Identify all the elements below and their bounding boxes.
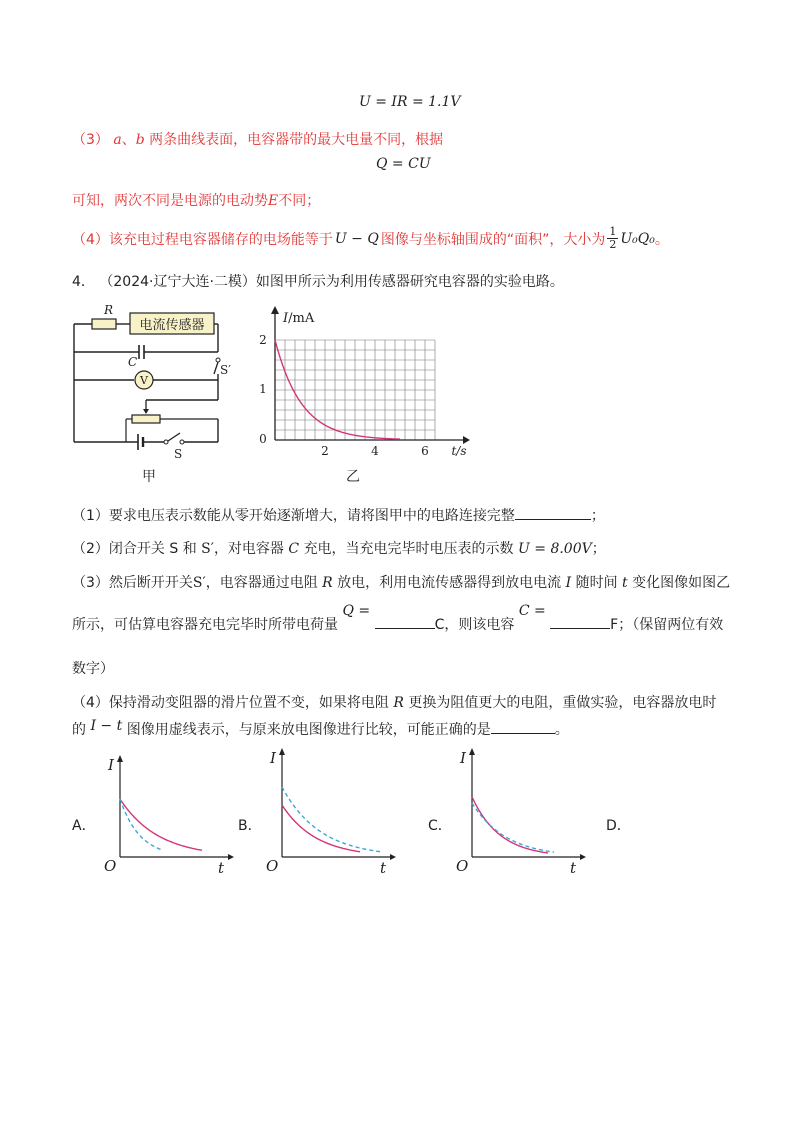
circuit-caption: 甲: [142, 469, 156, 485]
resistor-symbol: R: [322, 575, 333, 591]
answer-blank-1[interactable]: [515, 505, 591, 520]
answer-blank-choice[interactable]: [491, 719, 555, 734]
option-x-arrow: [390, 854, 396, 860]
fraction-numerator: 1: [609, 225, 617, 238]
emf-symbol: E: [268, 193, 279, 209]
resistor-label: R: [104, 303, 114, 317]
question-part2: [72, 538, 606, 558]
part4-end: 。: [654, 231, 669, 248]
option-origin: O: [104, 857, 117, 875]
question-part3-line2: [72, 603, 724, 634]
part4-text-2: 图像与坐标轴围成的“面积”，大小为: [380, 231, 606, 248]
q1-text: （1）要求电压表示数能从零开始逐渐增大，请将图甲中的电路连接完整: [72, 508, 515, 524]
conclusion-text-2: 不同；: [278, 193, 321, 209]
answer-blank-charge[interactable]: [375, 614, 435, 629]
option-y-arrow: [117, 755, 123, 762]
option-d-label[interactable]: D．: [606, 818, 631, 834]
resistor-symbol-2: R: [393, 695, 404, 711]
current-sensor-label: 电流传感器: [139, 318, 205, 333]
y-tick-2: 2: [259, 333, 267, 347]
y-tick-1: 1: [259, 382, 267, 396]
q2-text-2: ，对电容器: [213, 541, 284, 557]
voltage-value: U = 8.00V: [518, 541, 592, 557]
discharge-graph: [255, 304, 475, 462]
option-axis-t: t: [570, 859, 577, 877]
option-y-arrow: [279, 748, 285, 755]
option-dashed-curve: [472, 803, 554, 852]
solution-part4: [72, 226, 669, 251]
part3-number: （3）: [72, 132, 109, 148]
q3-line2-text: 所示，可估算电容器充电完毕时所带电荷量: [72, 617, 338, 633]
option-solid-curve: [282, 805, 360, 852]
option-axis-i: I: [108, 756, 114, 774]
question-part1: [72, 505, 605, 525]
switch-s: [168, 433, 180, 441]
question-header: [72, 271, 564, 291]
option-dashed-curve: [282, 787, 380, 852]
switch-s-prime-label: S′: [220, 363, 231, 377]
option-b-graph[interactable]: [262, 745, 402, 877]
curve-b-label: b: [135, 132, 145, 148]
option-axis-t: t: [218, 859, 225, 877]
answer-blank-capacitance[interactable]: [550, 614, 610, 629]
u0q0-expression: U₀Q₀: [620, 230, 655, 247]
q4-line2-text-2: 图像用虚线表示，与原来放电图像进行比较，可能正确的是: [126, 722, 491, 738]
q4-line2-text-1: 的: [72, 722, 86, 738]
graph-caption: 乙: [346, 469, 360, 485]
q3-text-5: 变化图像如图乙: [632, 575, 731, 591]
voltmeter-label: V: [140, 374, 148, 387]
option-solid-curve: [472, 797, 548, 853]
option-c-label[interactable]: C．: [428, 818, 452, 834]
part4-text-1: 该充电过程电容器储存的电场能等于: [108, 231, 333, 248]
q1-end: ；: [590, 508, 605, 524]
curve-a-label: a: [113, 132, 122, 148]
switch-s-prime-symbol: S′: [201, 541, 214, 557]
i-t-symbol: I − t: [90, 718, 123, 734]
question-source: （2024·辽宁大连·二模）: [99, 274, 256, 290]
part3-separator: 、: [121, 132, 136, 148]
question-part4-line2: [72, 719, 569, 739]
option-a-label[interactable]: A．: [72, 818, 96, 834]
x-tick-6: 6: [421, 444, 429, 458]
switch-s-prime-symbol-2: S′: [192, 575, 206, 591]
rheostat: [132, 415, 160, 423]
capacitor-symbol: C: [288, 541, 300, 557]
question-part4: [72, 692, 716, 712]
resistor-r: [92, 319, 116, 329]
option-origin: O: [266, 857, 279, 875]
question-number: 4．: [72, 274, 95, 290]
question-stem: 如图甲所示为利用传感器研究电容器的实验电路。: [255, 274, 564, 290]
capacitor-label: C: [128, 355, 138, 369]
q3-text-1: （3）然后断开开关: [72, 575, 193, 591]
option-origin: O: [456, 857, 469, 875]
circuit-diagram: [66, 302, 231, 462]
q3-unit-c: C，则该电容: [434, 617, 515, 633]
q3-unit-f: F；（保留两位有效: [610, 617, 724, 633]
graph-y-label: I/mA: [283, 311, 315, 326]
y-tick-0: 0: [259, 432, 267, 446]
graph-grid: [275, 340, 435, 440]
option-y-arrow: [469, 748, 475, 755]
q2-text-3: 充电，当充电完毕时电压表的示数: [303, 541, 514, 557]
charge-q-symbol: Q =: [342, 603, 371, 619]
question-part3: [72, 572, 730, 592]
q3-text-3: 放电，利用电流传感器得到放电电流: [337, 575, 562, 591]
option-axis-i: I: [460, 749, 466, 767]
time-symbol: t: [622, 575, 628, 591]
q3-text-4: 随时间: [575, 575, 618, 591]
equation-q-cu: Q = CU: [376, 156, 431, 172]
option-c-graph[interactable]: [452, 745, 592, 877]
capacitance-symbol: C =: [518, 603, 546, 619]
fraction-denominator: 2: [609, 238, 617, 251]
u-q-expression: U − Q: [334, 230, 379, 247]
option-x-arrow: [580, 854, 586, 860]
x-tick-2: 2: [321, 444, 329, 458]
q2-text-1: （2）闭合开关 S 和: [72, 541, 197, 557]
q4-end: 。: [554, 722, 569, 738]
switch-s-label: S: [174, 447, 183, 461]
question-part3-line3: 数字）: [72, 661, 114, 677]
conclusion-text-1: 可知，两次不同是电源的电动势: [72, 193, 268, 209]
q4-text-2: 更换为阻值更大的电阻，重做实验，电容器放电时: [408, 695, 717, 711]
equation-u-ir: U = IR = 1.1V: [359, 94, 461, 110]
part4-number: （4）: [72, 231, 109, 248]
solution-part3: [72, 129, 443, 149]
q2-end: ；: [591, 541, 606, 557]
option-a-graph[interactable]: [100, 752, 240, 877]
switch-s-prime: [214, 362, 218, 374]
q4-text-1: （4）保持滑动变阻器的滑片位置不变，如果将电阻: [72, 695, 389, 711]
option-x-arrow: [228, 854, 234, 860]
option-axis-t: t: [380, 859, 387, 877]
x-tick-4: 4: [371, 444, 379, 458]
current-symbol: I: [565, 575, 572, 591]
q3-text-2: ，电容器通过电阻: [205, 575, 318, 591]
one-half-fraction: [607, 226, 618, 251]
part3-text: 两条曲线表面，电容器带的最大电量不同，根据: [149, 132, 444, 148]
graph-x-label: t/s: [451, 444, 467, 458]
option-b-label[interactable]: B．: [238, 818, 262, 834]
discharge-curve: [275, 340, 400, 439]
solution-part3-conclusion: [72, 190, 320, 210]
option-axis-i: I: [270, 749, 276, 767]
